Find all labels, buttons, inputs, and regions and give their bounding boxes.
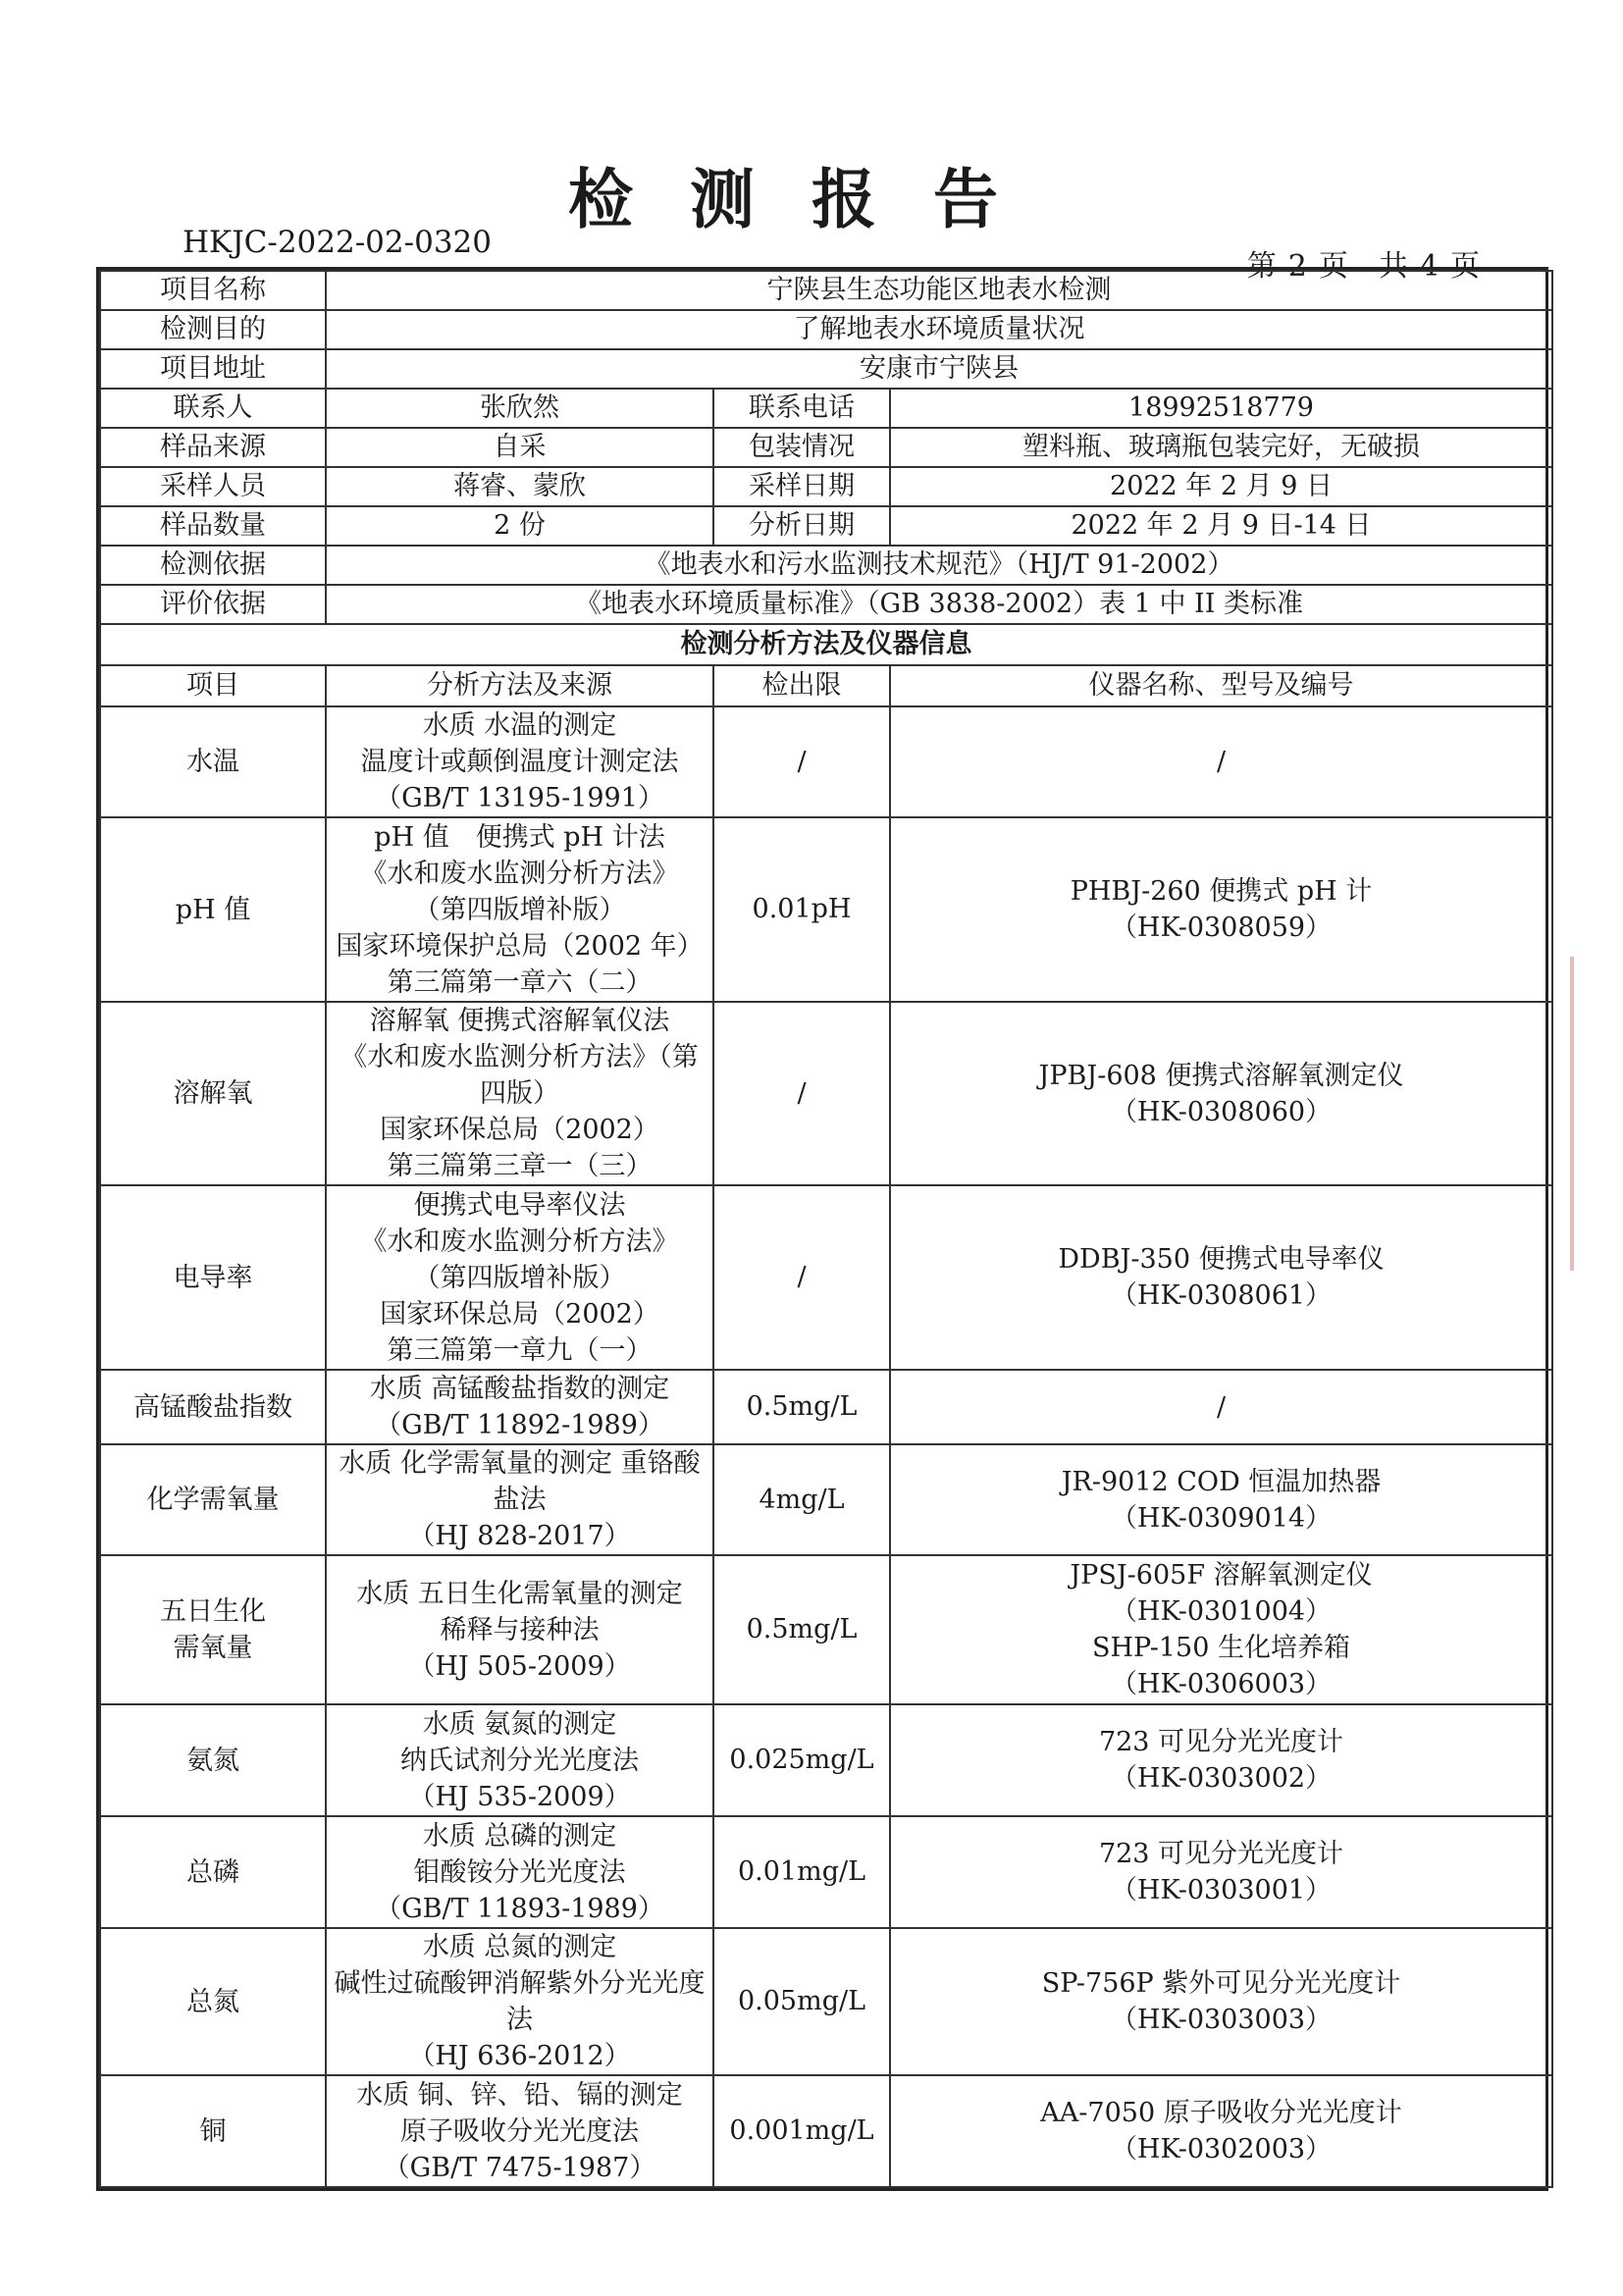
- method-line: （GB/T 13195-1991）: [375, 783, 664, 813]
- method-row: [100, 817, 1552, 1002]
- item-line: 需氧量: [173, 1633, 253, 1663]
- method-line: （第四版增补版）: [413, 894, 626, 925]
- method-row: [100, 1555, 1552, 1704]
- info-label: 检测依据: [100, 546, 326, 585]
- method-line: 国家环境保护总局（2002 年）: [336, 930, 704, 962]
- method-line: 第三篇第一章六（二）: [387, 966, 653, 998]
- instrument-line: JR-9012 COD 恒温加热器: [1061, 1466, 1382, 1497]
- method-cell: [326, 1002, 713, 1185]
- instrument-line: （HK-0308061）: [1110, 1280, 1333, 1311]
- report-table: [99, 270, 1553, 2188]
- instrument-line: JPBJ-608 便携式溶解氧测定仪: [1038, 1060, 1404, 1091]
- info-row: [100, 271, 1552, 310]
- method-line: 国家环保总局（2002）: [380, 1298, 659, 1330]
- info-value: 自采: [326, 428, 713, 467]
- method-cell: [326, 1928, 713, 2075]
- instrument-line: （HK-0303003）: [1110, 2005, 1333, 2035]
- method-row: [100, 706, 1552, 817]
- info-value: 2 份: [326, 506, 713, 546]
- method-line: 国家环保总局（2002）: [380, 1115, 659, 1145]
- item-line: 水温: [186, 747, 239, 777]
- info-row: [100, 506, 1552, 546]
- info-value: 18992518779: [890, 389, 1552, 428]
- limit-cell: 0.025mg/L: [713, 1704, 890, 1816]
- limit-cell: 0.01mg/L: [713, 1816, 890, 1928]
- method-line: 碱性过硫酸钾消解紫外分光光度法: [334, 1968, 706, 2035]
- method-line: 水质 水温的测定: [422, 710, 617, 741]
- method-cell: [326, 817, 713, 1002]
- report-number: HKJC-2022-02-0320: [183, 225, 492, 260]
- item-cell: [100, 706, 326, 817]
- column-header: 仪器名称、型号及编号: [890, 665, 1552, 706]
- info-value: 2022 年 2 月 9 日: [890, 467, 1552, 506]
- page-label: 页: [1318, 249, 1348, 284]
- method-line: 《水和废水监测分析方法》: [360, 858, 679, 889]
- item-line: 电导率: [173, 1262, 253, 1293]
- info-value: 宁陕县生态功能区地表水检测: [326, 271, 1552, 310]
- info-label: 项目地址: [100, 349, 326, 389]
- info-value: 2022 年 2 月 9 日-14 日: [890, 506, 1552, 546]
- method-line: 水质 总磷的测定: [422, 1820, 617, 1852]
- section-header-row: [100, 624, 1552, 665]
- item-cell: [100, 1816, 326, 1928]
- instrument-cell: [890, 817, 1552, 1002]
- info-row: [100, 585, 1552, 624]
- info-value: 蒋睿、蒙欣: [326, 467, 713, 506]
- instrument-line: （HK-0309014）: [1110, 1502, 1333, 1534]
- column-header: 项目: [100, 665, 326, 706]
- method-row: [100, 1185, 1552, 1370]
- instrument-cell: [890, 1444, 1552, 1555]
- limit-cell: 0.5mg/L: [713, 1370, 890, 1444]
- method-cell: [326, 1555, 713, 1704]
- instrument-cell: [890, 706, 1552, 817]
- method-line: 水质 氨氮的测定: [422, 1708, 617, 1740]
- instrument-cell: [890, 1370, 1552, 1444]
- info-label: 联系人: [100, 389, 326, 428]
- item-cell: [100, 1444, 326, 1555]
- method-line: （GB/T 11893-1989）: [375, 1893, 664, 1924]
- info-row: [100, 546, 1552, 585]
- item-cell: [100, 1002, 326, 1185]
- method-line: 水质 高锰酸盐指数的测定: [369, 1374, 670, 1404]
- instrument-line: （HK-0308060）: [1110, 1096, 1333, 1127]
- item-cell: [100, 1704, 326, 1816]
- method-line: 溶解氧 便携式溶解氧仪法: [369, 1006, 670, 1036]
- item-cell: [100, 1928, 326, 2075]
- info-label: 评价依据: [100, 585, 326, 624]
- method-rows: [100, 706, 1552, 2187]
- limit-cell: 0.01pH: [713, 817, 890, 1002]
- info-value: 张欣然: [326, 389, 713, 428]
- info-label: 样品来源: [100, 428, 326, 467]
- instrument-line: PHBJ-260 便携式 pH 计: [1070, 876, 1373, 907]
- method-line: 温度计或颠倒温度计测定法: [360, 747, 679, 777]
- instrument-line: （HK-0303001）: [1110, 1875, 1333, 1905]
- limit-cell: 4mg/L: [713, 1444, 890, 1555]
- method-line: 纳氏试剂分光光度法: [400, 1745, 639, 1776]
- method-line: 稀释与接种法: [440, 1614, 600, 1645]
- page-total: 4: [1419, 249, 1439, 284]
- method-line: 《水和废水监测分析方法》: [360, 1226, 679, 1257]
- info-label: 包装情况: [713, 428, 890, 467]
- info-row: [100, 389, 1552, 428]
- info-value: 《地表水环境质量标准》（GB 3838-2002）表 1 中 II 类标准: [326, 585, 1552, 624]
- info-value: 安康市宁陕县: [326, 349, 1552, 389]
- page-label: 第: [1246, 249, 1277, 284]
- instrument-line: SP-756P 紫外可见分光光度计: [1041, 1968, 1401, 1999]
- method-row: [100, 1444, 1552, 1555]
- method-line: 水质 五日生化需氧量的测定: [356, 1578, 683, 1609]
- item-line: 五日生化: [160, 1596, 266, 1627]
- page-label: 页: [1450, 249, 1480, 284]
- method-cell: [326, 1816, 713, 1928]
- instrument-line: 723 可见分光光度计: [1098, 1839, 1344, 1869]
- limit-cell: /: [713, 1002, 890, 1185]
- item-cell: [100, 1555, 326, 1704]
- report-table-frame: [96, 267, 1548, 2191]
- instrument-cell: [890, 1704, 1552, 1816]
- method-line: （GB/T 11892-1989）: [375, 1410, 664, 1440]
- instrument-line: （HK-0302003）: [1110, 2134, 1333, 2165]
- info-row: [100, 310, 1552, 349]
- info-label: 采样人员: [100, 467, 326, 506]
- limit-cell: /: [713, 706, 890, 817]
- instrument-line: SHP-150 生化培养箱: [1092, 1633, 1350, 1663]
- method-cell: [326, 1370, 713, 1444]
- info-label: 联系电话: [713, 389, 890, 428]
- method-line: 原子吸收分光光度法: [400, 2115, 639, 2147]
- method-cell: [326, 706, 713, 817]
- method-row: [100, 1928, 1552, 2075]
- method-cell: [326, 1185, 713, 1370]
- limit-cell: 0.001mg/L: [713, 2075, 890, 2187]
- method-row: [100, 1370, 1552, 1444]
- info-row: [100, 428, 1552, 467]
- item-line: 化学需氧量: [146, 1485, 280, 1515]
- info-label: 样品数量: [100, 506, 326, 546]
- info-value: 《地表水和污水监测技术规范》（HJ/T 91-2002）: [326, 546, 1552, 585]
- method-line: （第四版增补版）: [413, 1262, 626, 1293]
- item-line: 氨氮: [186, 1745, 239, 1776]
- red-seal-fragment: [1570, 957, 1613, 1271]
- info-label: 采样日期: [713, 467, 890, 506]
- page-number: 2: [1287, 249, 1307, 284]
- info-row: [100, 467, 1552, 506]
- method-line: 第三篇第三章一（三）: [387, 1151, 653, 1181]
- info-row: [100, 349, 1552, 389]
- method-cell: [326, 2075, 713, 2187]
- item-line: 溶解氧: [173, 1078, 253, 1109]
- method-line: 便携式电导率仪法: [413, 1189, 626, 1221]
- item-line: 高锰酸盐指数: [133, 1391, 292, 1423]
- method-line: （HJ 828-2017）: [408, 1521, 631, 1551]
- instrument-line: AA-7050 原子吸收分光光度计: [1040, 2098, 1402, 2128]
- method-line: 第三篇第一章九（一）: [387, 1334, 653, 1366]
- item-line: 总磷: [186, 1856, 239, 1888]
- instrument-line: /: [1216, 1391, 1227, 1423]
- item-line: 铜: [199, 2115, 227, 2147]
- limit-cell: 0.05mg/L: [713, 1928, 890, 2075]
- method-row: [100, 2075, 1552, 2187]
- report-title: 检测报告: [568, 161, 1055, 237]
- instrument-cell: [890, 1928, 1552, 2075]
- info-label: 检测目的: [100, 310, 326, 349]
- item-line: 总氮: [186, 1986, 239, 2017]
- method-line: （HJ 636-2012）: [408, 2041, 631, 2071]
- instrument-line: JPSJ-605F 溶解氧测定仪: [1070, 1560, 1373, 1591]
- method-line: 水质 铜、锌、铅、镉的测定: [356, 2079, 683, 2111]
- item-cell: [100, 2075, 326, 2187]
- info-value: 了解地表水环境质量状况: [326, 310, 1552, 349]
- table-header-row: [100, 665, 1552, 706]
- instrument-cell: [890, 1555, 1552, 1704]
- method-cell: [326, 1704, 713, 1816]
- limit-cell: 0.5mg/L: [713, 1555, 890, 1704]
- instrument-cell: [890, 1185, 1552, 1370]
- column-header: 检出限: [713, 665, 890, 706]
- info-value: 塑料瓶、玻璃瓶包装完好，无破损: [890, 428, 1552, 467]
- method-line: （HJ 505-2009）: [408, 1650, 631, 1682]
- instrument-line: 723 可见分光光度计: [1098, 1727, 1344, 1757]
- method-line: （GB/T 7475-1987）: [383, 2152, 656, 2183]
- method-line: 水质 化学需氧量的测定 重铬酸盐法: [339, 1448, 701, 1515]
- instrument-cell: [890, 2075, 1552, 2187]
- item-cell: [100, 1185, 326, 1370]
- method-row: [100, 1816, 1552, 1928]
- page-label: 共: [1378, 249, 1408, 284]
- method-line: 水质 总氮的测定: [422, 1932, 617, 1962]
- method-row: [100, 1002, 1552, 1185]
- instrument-line: DDBJ-350 便携式电导率仪: [1058, 1244, 1385, 1275]
- method-cell: [326, 1444, 713, 1555]
- method-line: 钼酸铵分光光度法: [413, 1856, 626, 1888]
- instrument-line: /: [1216, 747, 1227, 777]
- item-line: pH 值: [175, 894, 251, 925]
- method-line: pH 值 便携式 pH 计法: [374, 821, 665, 853]
- info-label: 分析日期: [713, 506, 890, 546]
- item-cell: [100, 817, 326, 1002]
- section-title: 检测分析方法及仪器信息: [100, 624, 1552, 665]
- method-line: （HJ 535-2009）: [408, 1781, 631, 1812]
- column-header: 分析方法及来源: [326, 665, 713, 706]
- method-line: 《水和废水监测分析方法》（第四版）: [340, 1042, 699, 1109]
- instrument-cell: [890, 1816, 1552, 1928]
- limit-cell: /: [713, 1185, 890, 1370]
- instrument-cell: [890, 1002, 1552, 1185]
- instrument-line: （HK-0306003）: [1110, 1669, 1333, 1699]
- item-cell: [100, 1370, 326, 1444]
- instrument-line: （HK-0308059）: [1110, 913, 1333, 943]
- info-label: 项目名称: [100, 271, 326, 310]
- method-row: [100, 1704, 1552, 1816]
- instrument-line: （HK-0303002）: [1110, 1763, 1333, 1794]
- instrument-line: （HK-0301004）: [1110, 1596, 1333, 1627]
